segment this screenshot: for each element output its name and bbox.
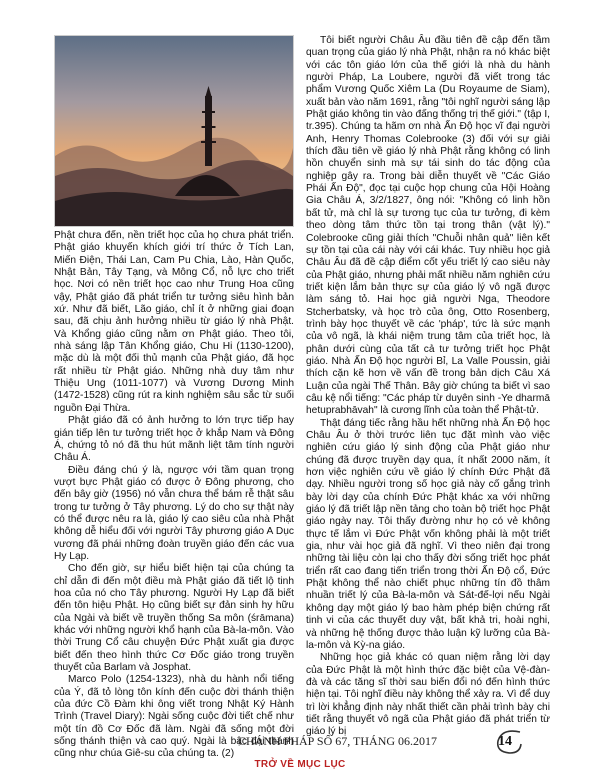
paragraph: Marco Polo (1254-1323), nhà du hành nổi tiếng của Ý, đã tỏ lòng tôn kính đến cuộc đời thánh thiện của đức Cồ Đàm khi ông viết trong Nhật Ký Hành Trình (Travel Diary): Ngài sống cuộc đời tiết chế như một tín đồ Cơ Đốc đã làm. Ngài đã sống một đời sống thánh thiện và cao quý. Ngài là bậc đại thánh cũng như chúa Giê-su của chúng ta. (2) [54,674,294,760]
paragraph: Điều đáng chú ý là, ngược với tầm quan trọng vượt bực Phật giáo có được ở Đông phương, cho đến bây giờ (1956) nó vẫn chưa thể bám rễ thật sâu trong tư tưởng ở Tây phương. Lý do cho sự thật này có thể được nêu ra là, giáo lý cao siêu của nhà Phật không dễ hiểu đối với người Tây phương giáo A Dục vương đã phái những đoàn truyền giáo đến các vua Hy Lạp. [54,464,294,562]
paragraph: Phật chưa đến, nền triết học của họ chưa phát triển. Phật giáo khuyến khích giới trí thức ở Tích Lan, Miến Điện, Thái Lan, Cam Pu Chia, Lào, Hàn Quốc, Nhật Bản, Tây Tạng, và Mông Cổ, nỗ lực cho triết học. Nơi có nền triết học cao như Trung Hoa cũng vậy, Phật giáo đã phát triển tư tưởng siêu hình bản xứ. Như đã biết, Lão giáo, chỉ ít ở những giai đoạn sau, đã chịu ảnh hưởng nhiều từ giáo lý nhà Phật. Và Khổng giáo cũng nằm ơn Phật giáo. Theo tôi, nhà sáng lập Tân Khổng giáo, Chu Hi (1130-1200), mặc dù là một đối thủ mạnh của Phật giáo, đã học rất nhiều từ Phật giáo. Những nhà duy tâm như Thiệu Ung (1011-1077) và Vương Dương Minh (1472-1528) cũng rút ra kinh nghiệm sâu sắc từ suối nguồn Đại Thừa. [54,230,294,414]
paragraph: Phật giáo đã có ảnh hưởng to lớn trực tiếp hay gián tiếp lên tư tưởng triết học ở khắp Nam và Đông Á, chứng tỏ nó đã thu hút mãnh liệt tâm tính người Châu Á. [54,415,294,464]
page-number: 14 [498,734,512,749]
page-number-badge [494,726,524,756]
toc-link[interactable]: TRỞ VỀ MỤC LỤC [254,759,346,770]
paragraph: Cho đến giờ, sự hiểu biết hiện tại của chúng ta chỉ dẫn đi đến một điều mà Phật giáo đã tiết lộ tinh hoa của nó cho Tây phương. Người Hy Lạp đã biết đến tôn hiệu Phật. Họ cũng biết sự đản sinh hy hữu của Ngài và biết về truyền thống Sa môn (śrāmana) khác với những người khổ hạnh của Bà-la-môn. Vào thời Trung Cổ câu chuyện Đức Phật xuất gia được biết đến theo hình thức Cơ Đốc giáo trong truyền thuyết của Barlam và Josphat. [54,563,294,674]
issue-label: CHÁNH PHÁP SỐ 67, THÁNG 06.2017 [238,734,438,748]
left-column-text [54,230,294,761]
right-column-text [306,35,550,739]
paragraph: Những học giả khác có quan niệm rằng lời dạy của Đức Phật là một hình thức đặc biệt của Vệ-đàn-đà và các tăng sĩ thời sau biến đổi nó đến hình thức hiện tại. Tôi nghĩ điều này không thể xảy ra. Vì để duy trì lời khẳng định này nhất thiết cần phải trình bày chi tiết rằng thuyết vô ngã của Phật giáo đã phát triển từ giáo lý bị [306,652,550,738]
sunset-pagoda-photo [54,35,294,227]
paragraph: Tôi biết người Châu Âu đầu tiên đề cập đến tầm quan trọng của giáo lý nhà Phật, nhận ra nó khác biệt với các tôn giáo lớn của thế giới là nhà du hành người Pháp, La Loubere, người đã viết trong tác phẩm Vương Quốc Xiêm La (Du Royaume de Siam), xuất bản vào năm 1691, rằng "tôi nghĩ người sáng lập Phật giáo không tin vào đấng thống trị thế giới." (tập I, tr.395). Chúng ta hãm ơn nhà Ấn Độ học vĩ đại người Anh, Henry Thomas Colebrooke (3) đối với sự giải thích đầu tiên về giáo lý nhà Phật rằng không có linh hồn chuyển sinh mà sự tái sinh do tác động của nghiệp gây ra. Trong bài diễn thuyết về "Các Giáo Phái Ấn Độ", đọc tại cuộc họp chung của Hội Hoàng Gia Châu Á, 3/2/1827, ông nói: "Không có linh hồn bất tử, mà chỉ là sự tương tục của tư tưởng, đi kèm theo dòng tâm thức tồn tại trong thân (vật lý)." Colebrooke cũng giải thích "Chuỗi nhân quả" liên kết sự tồn tại của cái này với cái khác. Tuy nhiều học giả Châu Âu đã đề cập điểm cốt yếu triết lý cao siêu này của Phật giáo, nhưng phải mất nhiều năm nghiên cứu triết kiện lắm bản thực sự của giáo lý vô ngã được làm sáng tỏ. Hai học giả người Nga, Theodore Stcherbatsky, và học trò của ông, Otto Rosenberg, trình bày học thuyết về các 'pháp', tức là sức mạnh của vô ngã, là khái niệm trung tâm của triết học, là phân dưới cùng của tất cả tư tưởng triết học Phật giáo. Nhà Ấn Độ học người Bỉ, La Valle Poussin, giải thích cặn kẽ hơn về vấn đề trong bản dịch Câu Xá Luận của ngài Thế Thân. Bây giờ chúng ta biết vì sao câu kệ nổi tiếng: "Các pháp từ duyên sinh -Ye dharmā hetuprabhāvah" là cương lĩnh của toàn thể Phật-tử. [306,35,550,417]
paragraph: Thật đáng tiếc rằng hầu hết những nhà Ấn Độ học Châu Âu ở thời trước liên tục đặt mình vào việc nghiên cứu giáo lý sinh động của Phật giáo như chúng đã được truyền dạy qua, ít nhất 2000 năm, ít hơn việc nghiên cứu về giáo lý chính Đức Phật đã dạy. Nhiều người trong số học giả này cố gắng trình bày lời dạy của chính Đức Phật khác xa với những giáo lý đã triết lập nền tảng cho toàn bộ triết học Phật giáo ngày nay. Tôi thấy đường như họ có vẻ không thực tế lắm vì Đức Phật vốn không phải là một triết gia, như vài học giả đã nghĩ. Vì theo niên đại trong những tài liệu còn lại cho thấy đời sống triết học phát triển rất cao đang tiến triển trong thời Ấn Độ cổ, Đức Phật không thể nào chiết phục những tín đồ thâm nhuần triết lý của Bà-la-môn và Sát-đế-lợi nếu Ngài không dạy một giáo lý bao hàm phép biện chứng rất tinh vi của các thuyết duy vật, bất khả tri, hoài nghi, và những hệ thống được thảo luận kỹ lưỡng của Bà-la-môn và Kỳ-na giáo. [306,417,550,651]
